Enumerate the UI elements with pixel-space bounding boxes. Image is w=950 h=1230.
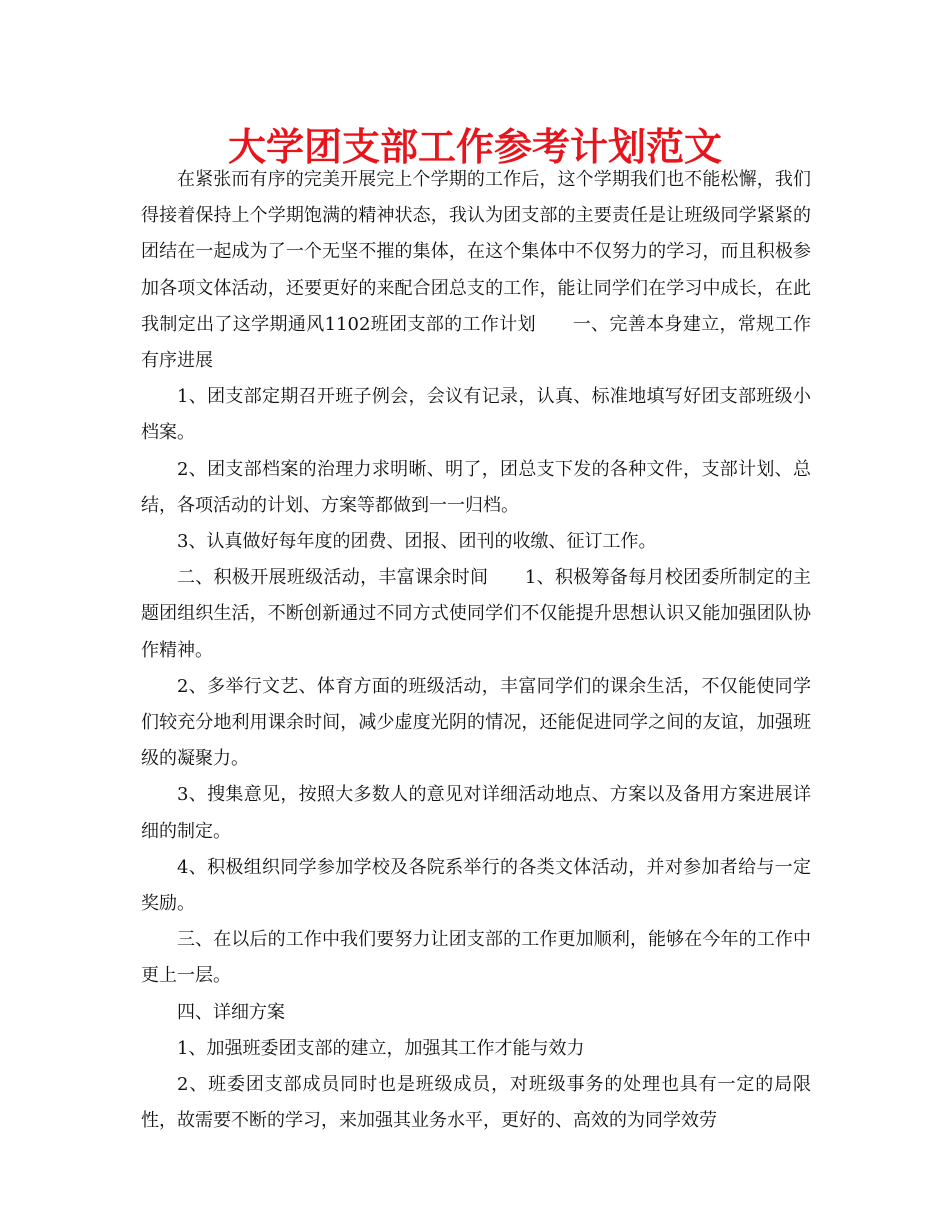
paragraph-item: 2、班委团支部成员同时也是班级成员，对班级事务的处理也具有一定的局限性，故需要不断的学习，来加强其业务水平，更好的、高效的为同学效劳 (141, 1074, 811, 1132)
paragraph-item: 1、加强班委团支部的建立，加强其工作才能与效力 (177, 1037, 585, 1059)
paragraph-item: 4、积极组织同学参加学校及各院系举行的各类文体活动，并对参加者给与一定奖励。 (141, 856, 811, 915)
paragraph-section-four-heading: 四、详细方案 (177, 1001, 285, 1023)
paragraph-item: 3、搜集意见，按照大多数人的意见对详细活动地点、方案以及备用方案进展详细的制定。 (141, 784, 811, 842)
paragraph-item: 2、多举行文艺、体育方面的班级活动，丰富同学们的课余生活，不仅能使同学们较充分地利用课余时间，减少虚度光阴的情况，还能促进同学之间的友谊，加强班级的凝聚力。 (141, 675, 811, 770)
paragraph-item: 1、团支部定期召开班子例会，会议有记录，认真、标准地填写好团支部班级小档案。 (141, 386, 811, 444)
document-body (141, 162, 811, 1139)
paragraph-section-two: 二、积极开展班级活动，丰富课余时间 1、积极筹备每月校团委所制定的主题团组织生活，不断创新通过不同方式使同学们不仅能提升思想认识又能加强团队协作精神。 (141, 567, 811, 661)
paragraph-intro: 在紧张而有序的完美开展完上个学期的工作后，这个学期我们也不能松懈，我们得接着保持上个学期饱满的精神状态，我认为团支部的主要责任是让班级同学紧紧的团结在一起成为了一个无坚不摧的集体，在这个集体中不仅努力的学习，而且积极参加各项文体活动，还要更好的来配合团总支的工作，能让同学们在学习中成长，在此我制定出了这学期通风1102班团支部的工作计划 一、完善本身建立，常规工作有序进展 (141, 169, 811, 372)
paragraph-section-three: 三、在以后的工作中我们要努力让团支部的工作更加顺利，能够在今年的工作中更上一层。 (141, 929, 811, 987)
document-title: 大学团支部工作参考计划范文 (227, 125, 722, 169)
paragraph-item: 3、认真做好每年度的团费、团报、团刊的收缴、征订工作。 (177, 531, 657, 553)
paragraph-item: 2、团支部档案的治理力求明晰、明了，团总支下发的各种文件，支部计划、总结，各项活动的计划、方案等都做到一一归档。 (141, 458, 811, 516)
